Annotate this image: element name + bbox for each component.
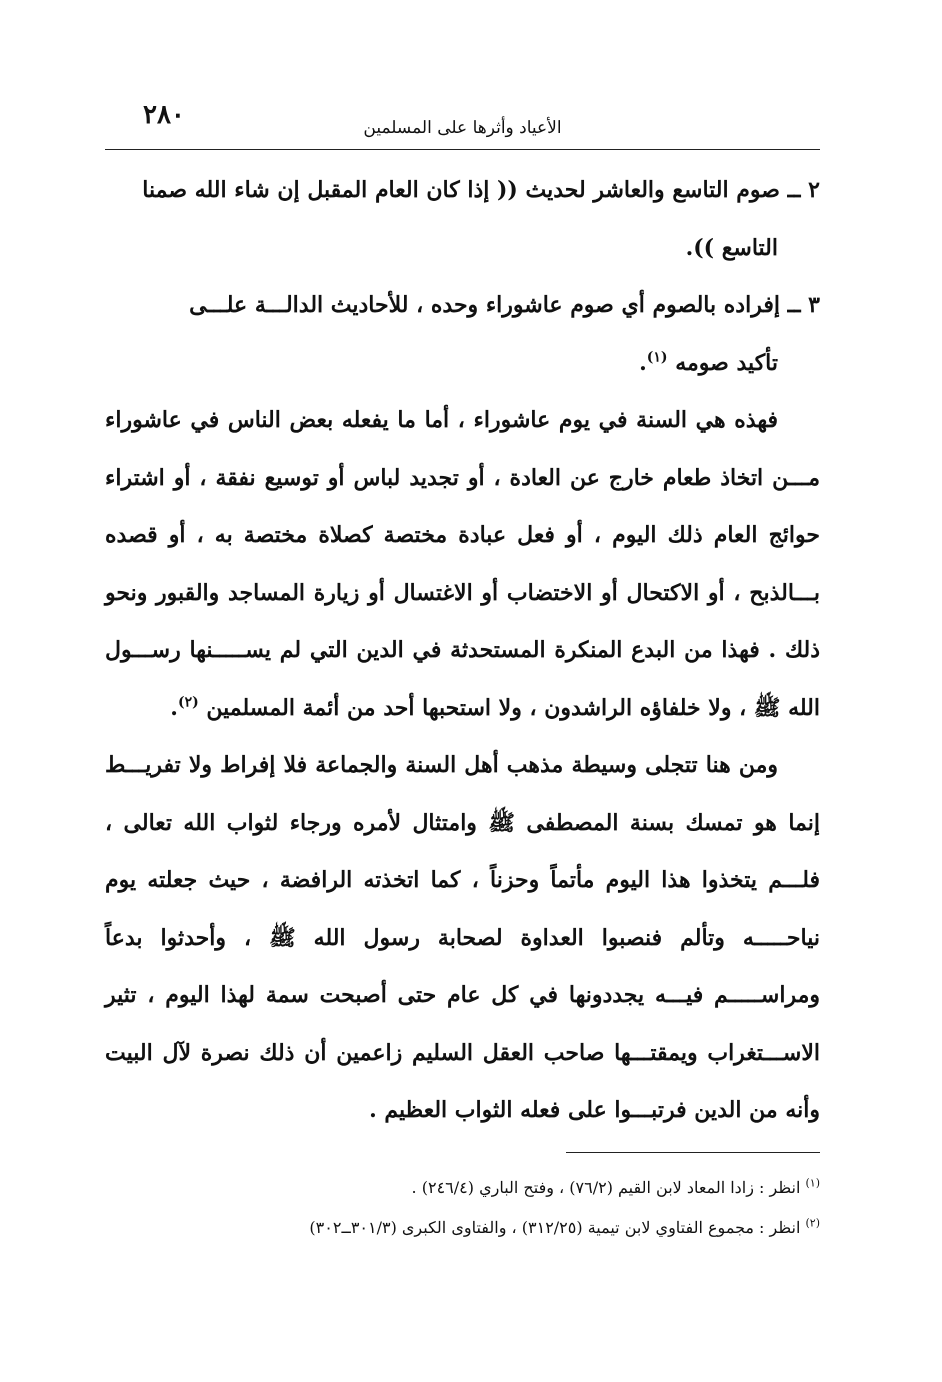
list-item-2 xyxy=(105,162,820,220)
footnote-1 xyxy=(105,1168,820,1208)
list-item-3-line1: ٣ ــ إفراده بالصوم أي صوم عاشوراء وحده ، للأحاديث الدالـــة علـــى xyxy=(189,292,820,318)
list-item-2-line1: ٢ ــ صوم التاسع والعاشر لحديث (( إذا كان العام المقبل إن شاء الله صمنا xyxy=(142,177,820,203)
footnote-2 xyxy=(105,1208,820,1248)
paragraph-2-text: ومن هنا تتجلى وسيطة مذهب أهل السنة والجماعة فلا إفراط ولا تفريـــط إنما هو تمسك بسنة المصطفى ﷺ وامتثال لأمره ورجاء لثواب الله تعالى ، فلـــم يتخذوا هذا اليوم مأتماً وحزناً ، كما اتخذته الرافضة ، حيث جعلته يوم نياحـــــه وتألم فنصبوا العداوة لصحابة رسول الله ﷺ ، وأحدثوا بدعاً ومراســـــم فيـــه يجددونها في كل عام حتى أصبحت سمة لهذا اليوم ، تثير الاســـتغراب ويمقتـــها صاحب العقل السليم زاعمين أن ذلك نصرة لآل البيت وأنه من الدين فرتبـــوا على فعله الثواب العظيم . xyxy=(105,752,820,1123)
footnote-ref-1[interactable]: (١) xyxy=(646,349,668,366)
footnote-divider xyxy=(566,1152,820,1153)
footnote-1-text: انظر : زادا المعاد لابن القيم (٧٦/٢) ، وفتح الباري (٢٤٦/٤) . xyxy=(411,1178,801,1197)
list-item-3-continuation xyxy=(105,335,820,393)
footnote-2-text: انظر : مجموع الفتاوي لابن تيمية (٣١٢/٢٥) ، والفتاوى الكبرى (٣٠١/٣ــ٣٠٢) xyxy=(309,1218,801,1237)
page-header xyxy=(105,98,820,150)
list-item-2-line2: التاسع )). xyxy=(685,234,778,261)
footnote-1-number: (١) xyxy=(805,1176,820,1190)
paragraph-2 xyxy=(105,737,820,1140)
footnote-2-number: (٢) xyxy=(805,1216,820,1230)
footnotes xyxy=(105,1168,820,1248)
footnote-ref-2[interactable]: (٢) xyxy=(177,694,199,711)
paragraph-1-period: . xyxy=(170,694,178,721)
list-item-3 xyxy=(105,277,820,335)
paragraph-1-text: فهذه هي السنة في يوم عاشوراء ، أما ما يفعله بعض الناس في عاشوراء مـــن اتخاذ طعام خارج عن العادة ، أو تجديد لباس أو توسيع نفقة ، أو اشتراء حوائج العام ذلك اليوم ، أو فعل عبادة مختصة كصلاة مختصة به ، أو قصده بـــالذبح ، أو الاكتحال أو الاختضاب أو الاغتسال أو زيارة المساجد والقبور ونحو ذلك . فهذا من البدع المنكرة المستحدثة في الدين التي لم يســـــنها رســـول الله ﷺ ، ولا خلفاؤه الراشدون ، ولا استحبها أحد من أئمة المسلمين xyxy=(105,407,820,721)
main-text xyxy=(105,162,820,1140)
paragraph-1 xyxy=(105,392,820,737)
header-divider xyxy=(105,149,820,150)
page-number: ٢٨٠ xyxy=(143,100,185,130)
list-item-3-line2: تأكيد صومه xyxy=(675,349,778,376)
list-item-3-period: . xyxy=(639,349,647,376)
running-title: الأعياد وأثرها على المسلمين xyxy=(363,118,562,138)
list-item-2-continuation xyxy=(105,220,820,278)
